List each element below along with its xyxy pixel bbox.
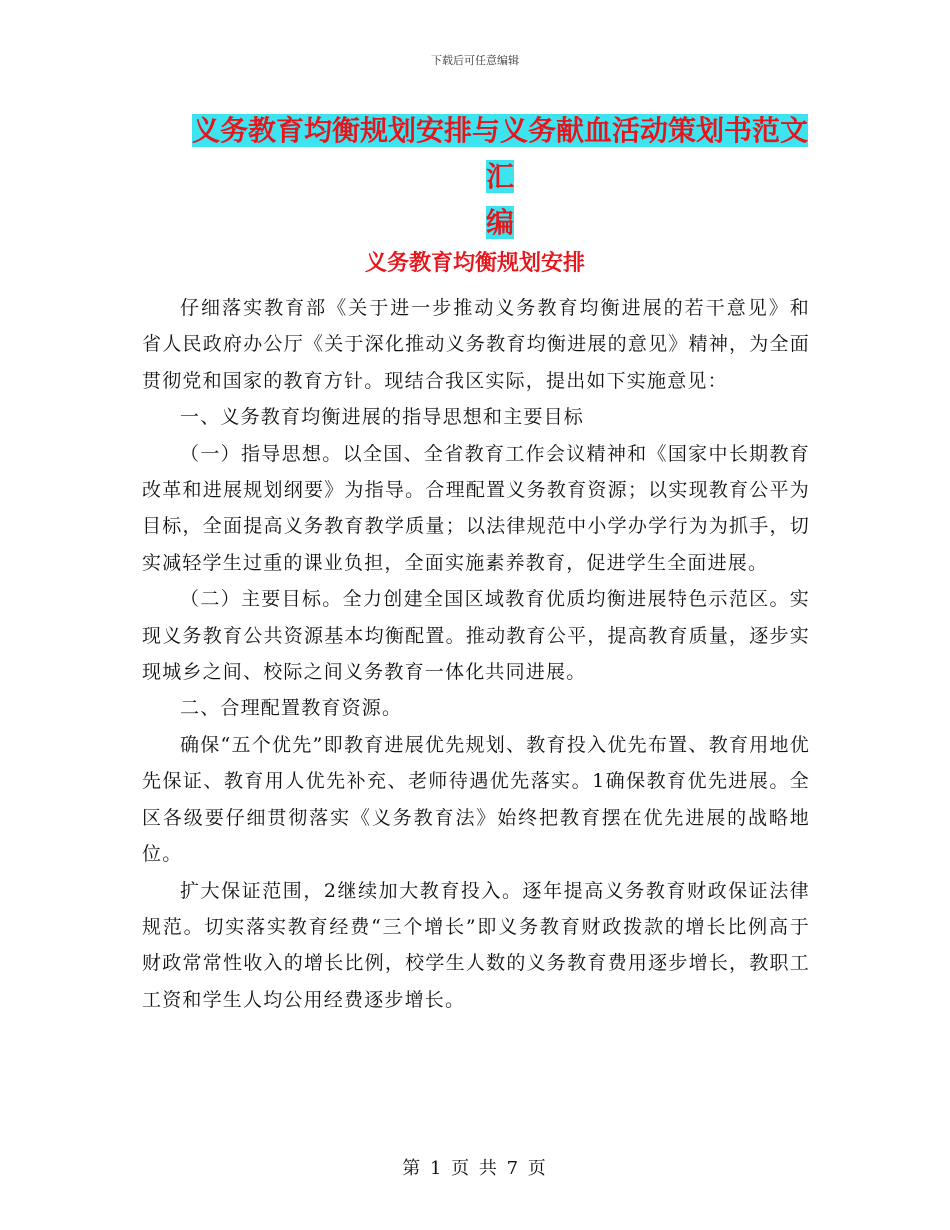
document-body — [142, 290, 810, 1018]
section-title: 义务教育均衡规划安排 — [364, 251, 585, 276]
document-title-line2: 编 — [485, 206, 514, 239]
document-title-line1: 义务教育均衡规划安排与义务献血活动策划书范文汇 — [191, 114, 808, 193]
paragraph-heading-1: 一、义务教育均衡进展的指导思想和主要目标 — [180, 406, 585, 429]
paragraph-intro: 仔细落实教育部《关于进一步推动义务教育均衡进展的若干意见》和 省人民政府办公厅《关于深化推动义务教育均衡进展的意见》精神，为全面贯彻党和国家的教育方针。现结合我区实际，提出如下实施意见： — [142, 297, 810, 392]
paragraph-guiding-thought: （一）指导思想。以全国、全省教育工作会议精神和《国家中长期教育改革和进展规划纲要》为指导。合理配置义务教育资源；以实现教育公平为目标，全面提高义务教育教学质量；以法律规范中小学办学行为为抓手，切实减轻学生过重的课业负担，全面实施素养教育，促进学生全面进展。 — [142, 442, 810, 574]
paragraph-main-goal: （二）主要目标。全力创建全国区域教育优质均衡进展特色示范区。实现义务教育公共资源基本均衡配置。推动教育公平，提高教育质量，逐步实现城乡之间、校际之间义务教育一体化共同进展。 — [142, 588, 810, 684]
page-header-note: 下载后可任意编辑 — [431, 54, 519, 67]
document-title — [190, 108, 810, 246]
paragraph-investment: 扩大保证范围，2继续加大教育投入。逐年提高义务教育财政保证法律规范。切实落实教育经费“三个增长”即义务教育财政拨款的增长比例高于财政常常性收入的增长比例，校学生人数的义务教育费用逐步增长，教职工工资和学生人均公用经费逐步增长。 — [142, 879, 810, 1011]
paragraph-five-priorities: 确保“五个优先”即教育进展优先规划、教育投入优先布置、教育用地优先保证、教育用人优先补充、老师待遇优先落实。1确保教育优先进展。全区各级要仔细贯彻落实《义务教育法》始终把教育摆在优先进展的战略地位。 — [142, 733, 810, 866]
page-number-footer: 第 1 页 共 7 页 — [402, 1158, 548, 1179]
paragraph-heading-2: 二、合理配置教育资源。 — [180, 697, 403, 720]
